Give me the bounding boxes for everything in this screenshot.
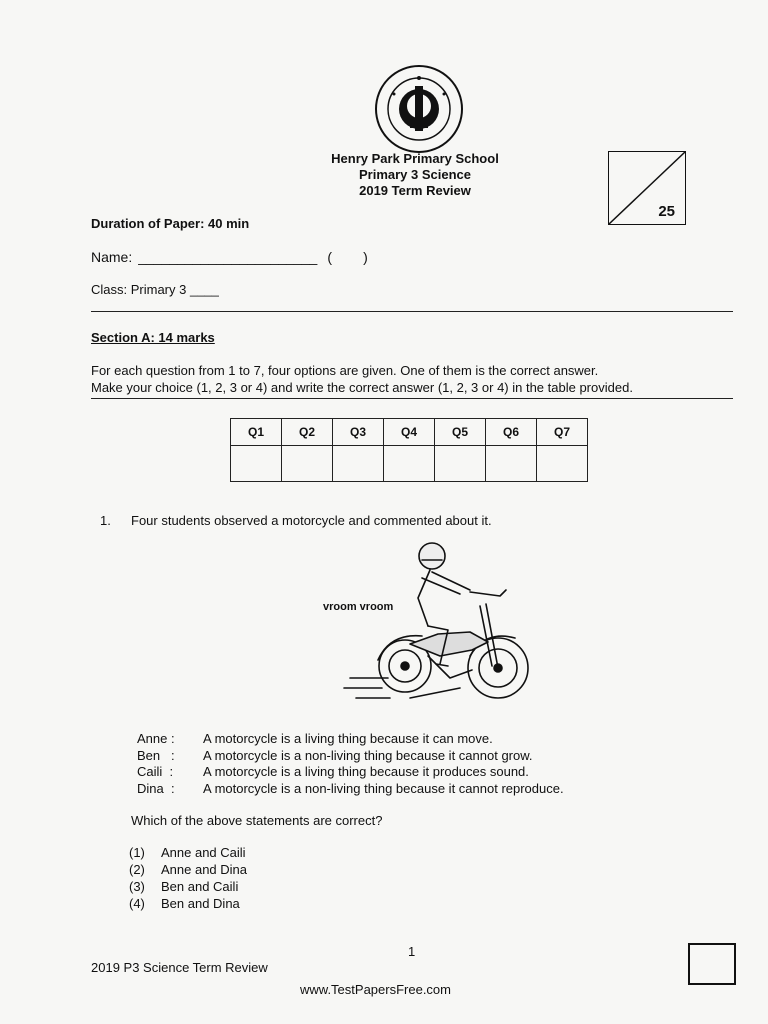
statement-speaker: Dina :	[137, 780, 175, 796]
option-2[interactable]	[129, 861, 247, 878]
instruction-line-1: For each question from 1 to 7, four options are given. One of them is the correct answer.	[91, 363, 599, 378]
statement-text: A motorcycle is a non-living thing because it cannot grow.	[203, 747, 533, 763]
answer-cell-q6[interactable]	[486, 446, 537, 482]
question-1-prompt: Which of the above statements are correct?	[131, 813, 383, 828]
name-label: Name:	[91, 249, 133, 265]
statement-text: A motorcycle is a living thing because it produces sound.	[203, 764, 529, 779]
option-1[interactable]	[129, 844, 247, 861]
question-1-number: 1.	[100, 513, 111, 528]
statement-caili	[137, 764, 564, 781]
answer-table-row	[231, 446, 588, 482]
answer-cell-q2[interactable]	[282, 446, 333, 482]
name-blank[interactable]: _______________________	[138, 249, 318, 265]
option-number: (4)	[129, 896, 145, 911]
option-3[interactable]	[129, 878, 247, 895]
question-1-text: Four students observed a motorcycle and commented about it.	[131, 513, 492, 528]
page-number: 1	[408, 944, 416, 959]
answer-cell-q3[interactable]	[333, 446, 384, 482]
paper-duration: Duration of Paper: 40 min	[91, 216, 250, 231]
answer-header-q7: Q7	[537, 419, 588, 446]
answer-box-footer[interactable]	[688, 943, 736, 985]
score-box	[608, 151, 686, 225]
answer-header-q1: Q1	[231, 419, 282, 446]
instructions	[91, 362, 633, 396]
school-crest-logo	[374, 64, 464, 154]
statements-list	[137, 731, 564, 797]
footer-url: www.TestPapersFree.com	[300, 982, 451, 997]
statement-speaker: Ben :	[137, 747, 175, 763]
statement-speaker: Caili :	[137, 764, 174, 779]
answer-cell-q4[interactable]	[384, 446, 435, 482]
answer-header-q2: Q2	[282, 419, 333, 446]
answer-header-q6: Q6	[486, 419, 537, 446]
section-a-title: Section A: 14 marks	[91, 330, 215, 345]
divider-top	[91, 311, 733, 312]
subject-title: Primary 3 Science	[358, 167, 472, 182]
option-text: Anne and Dina	[161, 862, 248, 877]
footer-title: 2019 P3 Science Term Review	[91, 960, 268, 975]
answer-cell-q1[interactable]	[231, 446, 282, 482]
register-number-bracket[interactable]: ( )	[327, 249, 368, 265]
motorcycle-caption: vroom vroom	[323, 601, 394, 613]
instruction-line-2: Make your choice (1, 2, 3 or 4) and write the correct answer (1, 2, 3 or 4) in the table provided.	[91, 380, 633, 395]
class-line[interactable]: Class: Primary 3 ____	[91, 282, 219, 297]
statement-anne	[137, 731, 564, 748]
school-name: Henry Park Primary School	[331, 151, 499, 166]
answer-header-q4: Q4	[384, 419, 435, 446]
option-text: Ben and Dina	[161, 896, 240, 911]
answer-header-q5: Q5	[435, 419, 486, 446]
statement-speaker: Anne :	[137, 731, 175, 746]
option-number: (1)	[129, 845, 145, 860]
option-number: (2)	[129, 862, 145, 877]
total-marks: 25	[658, 203, 675, 220]
answer-cell-q5[interactable]	[435, 446, 486, 482]
option-4[interactable]	[129, 895, 247, 912]
motorcycle-illustration	[310, 538, 540, 718]
statement-text: A motorcycle is a living thing because it can move.	[203, 731, 493, 746]
answer-cell-q7[interactable]	[537, 446, 588, 482]
answer-header-q3: Q3	[333, 419, 384, 446]
statement-ben	[137, 748, 564, 765]
answer-table-header	[231, 419, 588, 446]
answer-table	[230, 418, 588, 482]
statement-text: A motorcycle is a non-living thing because it cannot reproduce.	[203, 780, 564, 796]
option-text: Ben and Caili	[161, 879, 239, 894]
divider-instructions	[91, 398, 733, 399]
motorcycle-rider-icon	[310, 538, 540, 718]
options-list	[129, 844, 247, 912]
name-line	[91, 249, 368, 265]
option-number: (3)	[129, 879, 145, 894]
option-text: Anne and Caili	[161, 845, 246, 860]
statement-dina	[137, 781, 564, 798]
exam-title: 2019 Term Review	[359, 183, 471, 198]
